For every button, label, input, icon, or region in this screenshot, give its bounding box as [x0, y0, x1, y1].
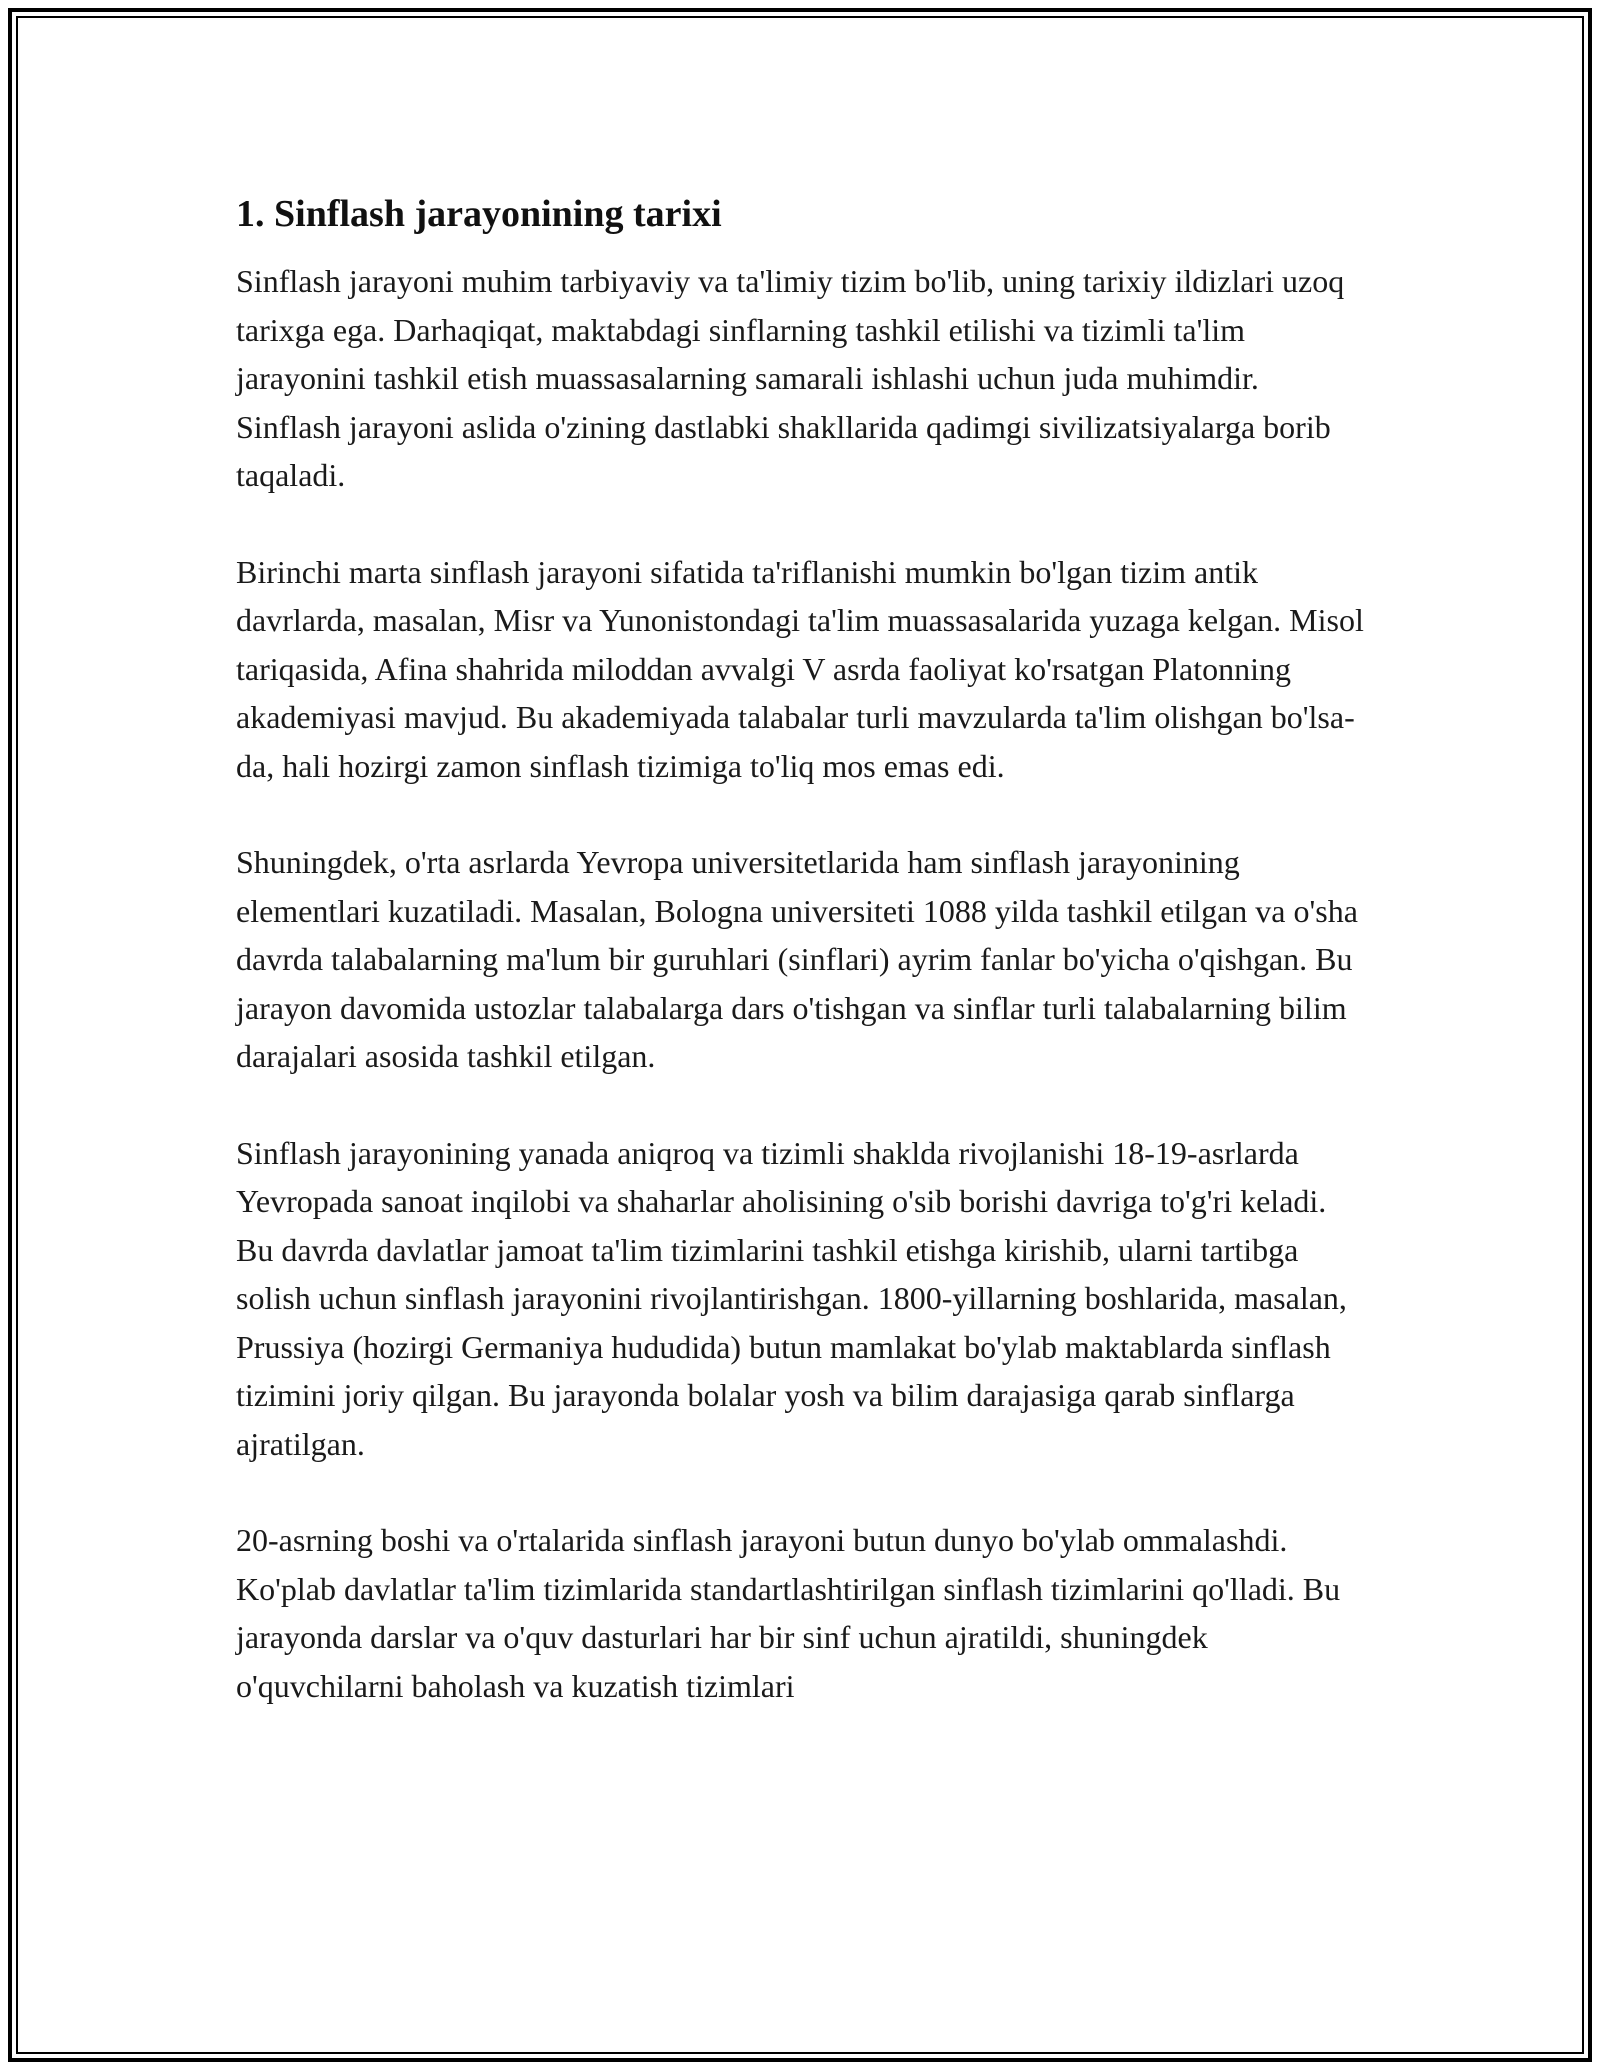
paragraph-1: Sinflash jarayoni muhim tarbiyaviy va ta'limiy tizim bo'lib, uning tarixiy ildizlari uzoq tarixga ega. Darhaqiqat, maktabdagi sinflarning tashkil etilishi va tizimli ta'lim jarayonini tashkil etish muassasalarning samarali ishlashi uchun juda muhimdir. Sinflash jarayoni aslida o'zining dastlabki shakllarida qadimgi sivilizatsiyalarga borib taqaladi.: [236, 263, 1345, 493]
paragraph-5: 20-asrning boshi va o'rtalarida sinflash jarayoni butun dunyo bo'ylab ommalashdi. Ko'plab davlatlar ta'lim tizimlarida standartlashtirilgan sinflash tizimlarini qo'lladi. Bu jarayonda darslar va o'quv dasturlari har bir sinf uchun ajratildi, shuningdek o'quvchilarni baholash va kuzatish tizimlari: [236, 1522, 1341, 1704]
document-body: [236, 185, 1366, 1710]
paragraph-3: Shuningdek, o'rta asrlarda Yevropa universitetlarida ham sinflash jarayonining elementlari kuzatiladi. Masalan, Bologna universiteti 1088 yilda tashkil etilgan va o'sha davrda talabalarning ma'lum bir guruhlari (sinflari) ayrim fanlar bo'yicha o'qishgan. Bu jarayon davomida ustozlar talabalarga dars o'tishgan va sinflar turli talabalarning bilim darajalari asosida tashkil etilgan.: [236, 844, 1358, 1074]
paragraph-4: Sinflash jarayonining yanada aniqroq va tizimli shaklda rivojlanishi 18-19-asrlarda Yevropada sanoat inqilobi va shaharlar aholisining o'sib borishi davriga to'g'ri keladi. Bu davrda davlatlar jamoat ta'lim tizimlarini tashkil etishga kirishib, ularni tartibga solish uchun sinflash jarayonini rivojlantirishgan. 1800-yillarning boshlarida, masalan, Prussiya (hozirgi Germaniya hududida) butun mamlakat bo'ylab maktablarda sinflash tizimini joriy qilgan. Bu jarayonda bolalar yosh va bilim darajasiga qarab sinflarga ajratilgan.: [236, 1134, 1347, 1462]
section-heading: 1. Sinflash jarayonining tarixi: [236, 193, 722, 235]
paragraph-2: Birinchi marta sinflash jarayoni sifatida ta'riflanishi mumkin bo'lgan tizim antik davrlarda, masalan, Misr va Yunonistondagi ta'lim muassasalarida yuzaga kelgan. Misol tariqasida, Afina shahrida miloddan avvalgi V asrda faoliyat ko'rsatgan Platonning akademiyasi mavjud. Bu akademiyada talabalar turli mavzularda ta'lim olishgan bo'lsa-da, hali hozirgi zamon sinflash tizimiga to'liq mos emas edi.: [236, 553, 1364, 784]
